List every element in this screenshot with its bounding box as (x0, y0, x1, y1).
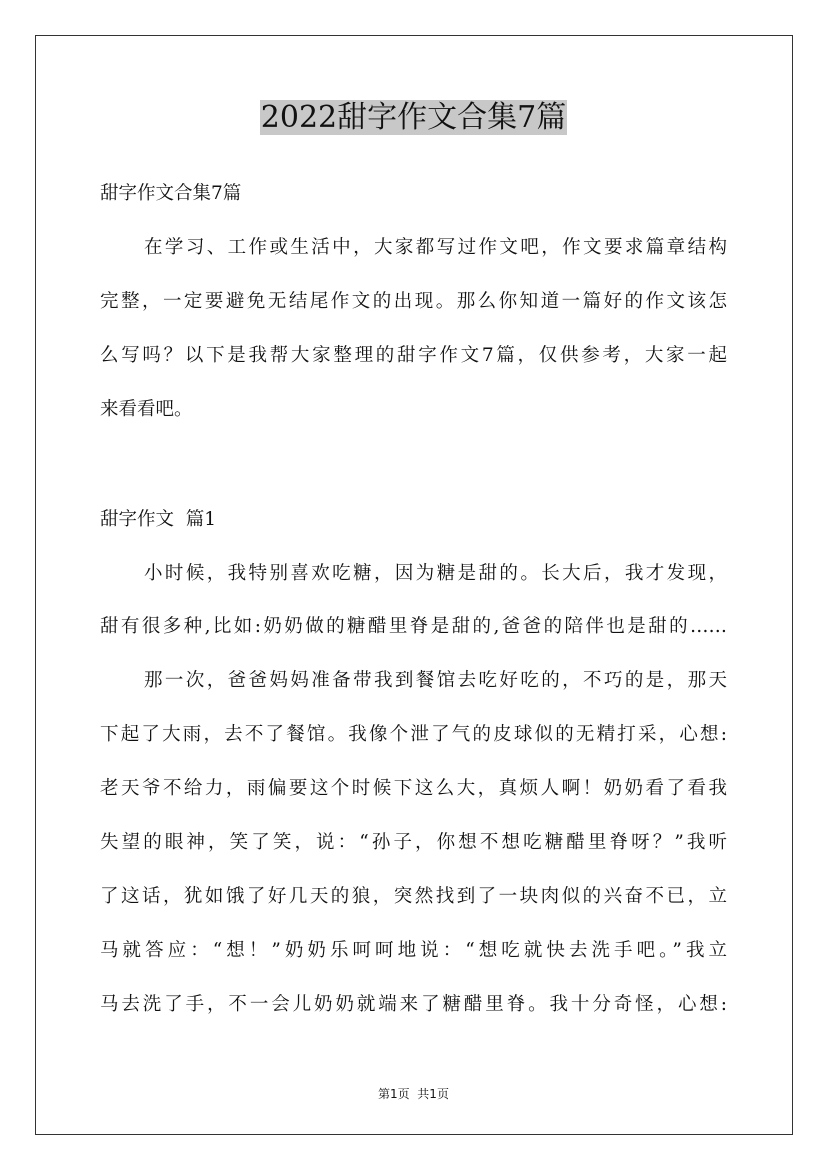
document-title-row (0, 96, 827, 140)
page-number-footer: 第1页 共1页 (378, 1087, 449, 1101)
intro-line: 来看看吧。 (100, 399, 193, 420)
paragraph-line: 老天爷不给力，雨偏要这个时候下这么大，真烦人啊！奶奶看了看我 (100, 778, 727, 799)
paragraph-line: 下起了大雨，去不了餐馆。我像个泄了气的皮球似的无精打采，心想: (100, 724, 727, 745)
section-heading: 甜字作文 篇1 (100, 509, 217, 530)
intro-line: 么写吗？以下是我帮大家整理的甜字作文7篇，仅供参考，大家一起 (100, 345, 727, 366)
paragraph-line: 甜有很多种,比如:奶奶做的糖醋里脊是甜的,爸爸的陪伴也是甜的…… (100, 616, 727, 637)
paragraph-line: 了这话，犹如饿了好几天的狼，突然找到了一块肉似的兴奋不已，立 (100, 886, 727, 907)
document-title: 2022甜字作文合集7篇 (260, 100, 567, 135)
paragraph-line: 失望的眼神，笑了笑，说：“孙子，你想不想吃糖醋里脊呀？”我听 (100, 832, 727, 853)
paragraph-line: 马就答应：“想！”奶奶乐呵呵地说：“想吃就快去洗手吧。”我立 (100, 940, 727, 961)
paragraph-line: 小时候，我特别喜欢吃糖，因为糖是甜的。长大后，我才发现， (144, 563, 727, 584)
document-subtitle: 甜字作文合集7篇 (100, 183, 242, 204)
paragraph-line: 马去洗了手，不一会儿奶奶就端来了糖醋里脊。我十分奇怪，心想: (100, 994, 727, 1015)
paragraph-line: 那一次，爸爸妈妈准备带我到餐馆去吃好吃的，不巧的是，那天 (144, 670, 727, 691)
intro-line: 完整，一定要避免无结尾作文的出现。那么你知道一篇好的作文该怎 (100, 291, 727, 312)
intro-line: 在学习、工作或生活中，大家都写过作文吧，作文要求篇章结构 (144, 237, 727, 258)
